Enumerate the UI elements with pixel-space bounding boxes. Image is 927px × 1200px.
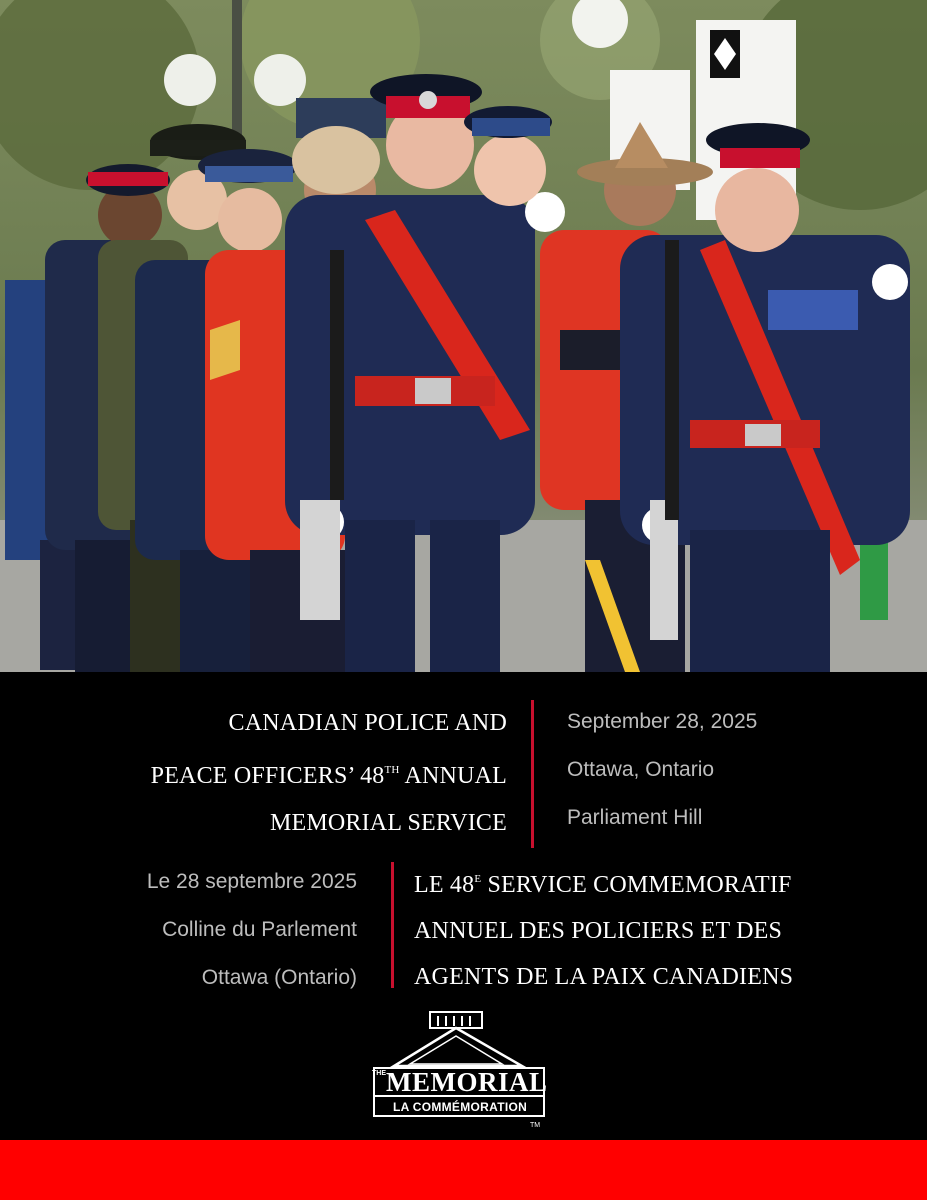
english-venue: Parliament Hill — [567, 806, 703, 829]
logo-subtitle: LA COMMÉMORATION — [392, 1100, 528, 1114]
french-title-line-2: ANNUEL DES POLICIERS ET DES — [414, 918, 783, 944]
english-city: Ottawa, Ontario — [567, 758, 715, 781]
logo-name: MEMORIAL — [386, 1067, 548, 1097]
french-title-ordinal: E — [474, 873, 482, 885]
english-divider — [531, 700, 534, 848]
french-date: Le 28 septembre 2025 — [146, 870, 357, 893]
memorial-logo — [370, 1008, 550, 1136]
english-date: September 28, 2025 — [567, 710, 758, 733]
english-title-ordinal: TH — [384, 764, 400, 776]
english-title-line-2-tail: ANNUAL — [399, 763, 507, 789]
french-city: Ottawa (Ontario) — [201, 966, 357, 989]
logo-trademark: TM — [530, 1122, 541, 1129]
english-title-line-2 — [87, 747, 507, 800]
event-info — [0, 672, 927, 1140]
french-divider — [391, 862, 394, 988]
french-event-title — [414, 856, 914, 1000]
bottom-red-band — [0, 1140, 927, 1200]
french-venue: Colline du Parlement — [162, 918, 357, 941]
english-event-title — [87, 700, 507, 847]
english-title-line-1: CANADIAN POLICE AND — [228, 710, 507, 736]
english-title-line-2-text: PEACE OFFICERS’ 48 — [150, 763, 385, 789]
french-title-line-1 — [414, 856, 914, 908]
french-title-line-1-tail: SERVICE COMMEMORATIF — [481, 872, 792, 898]
french-title-line-1-text: LE 48 — [414, 872, 475, 898]
english-title-line-3: MEMORIAL SERVICE — [269, 810, 507, 836]
french-title-line-3: AGENTS DE LA PAIX CANADIENS — [414, 964, 794, 990]
french-event-details — [37, 858, 357, 1002]
english-event-details — [567, 698, 757, 842]
logo-prefix: THE — [372, 1070, 386, 1077]
